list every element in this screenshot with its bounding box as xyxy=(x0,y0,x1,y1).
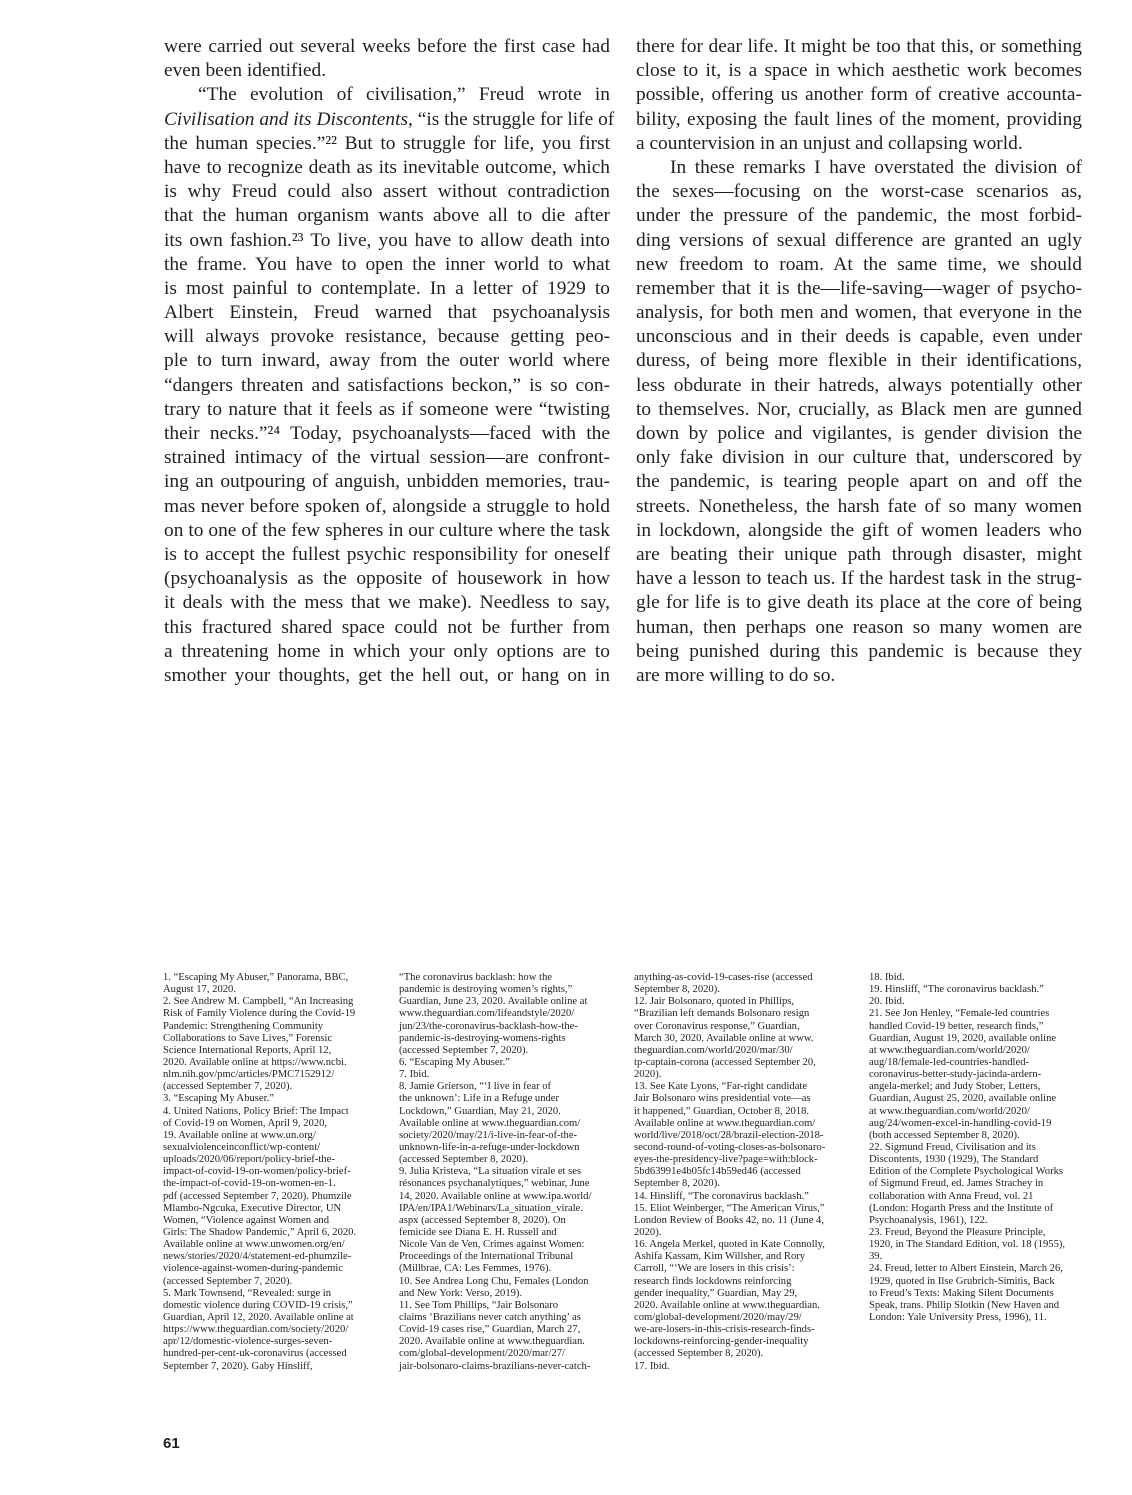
endnote-line: 18. Ibid. xyxy=(869,972,905,983)
endnote-line: aug/18/female-led-countries-handled- xyxy=(869,1056,1030,1068)
endnote-line: Guardian, August 25, 2020, available online xyxy=(869,1093,1057,1105)
endnote-line: 23. Freud, Beyond the Pleasure Principle, xyxy=(869,1226,1046,1238)
endnote-line: eyes-the-presidency-live?page=with:block- xyxy=(634,1154,818,1166)
endnote-line: jair-bolsonaro-claims-brazilians-never-catch- xyxy=(399,1360,591,1372)
body-text-line: on to one of the few spheres in our culture where the task xyxy=(164,519,610,541)
body-text-line: new freedom to roam. At the same time, we should xyxy=(636,253,1082,275)
endnote-line: September 8, 2020). xyxy=(634,1178,720,1190)
body-text-line: is to accept the fullest psychic responsibility for oneself xyxy=(164,543,610,565)
endnote-line: society/2020/may/21/i-live-in-fear-of-the- xyxy=(399,1129,578,1141)
body-text-line: duress, of being more flexible in their identifications, xyxy=(636,350,1082,372)
body-text-line: even been identified. xyxy=(164,60,327,82)
body-text-line: Albert Einstein, Freud warned that psychoanalysis xyxy=(164,302,610,324)
endnote-line: 1929, quoted in Ilse Grubrich-Simitis, Back xyxy=(869,1275,1055,1287)
body-text-line: ding versions of sexual difference are granted an ugly xyxy=(636,229,1082,251)
endnote-line: 1. “Escaping My Abuser,” Panorama, BBC, xyxy=(163,972,349,983)
endnote-line: Guardian, June 23, 2020. Available online at xyxy=(399,996,588,1008)
body-column-right xyxy=(636,35,1082,688)
endnote-line: 2020). xyxy=(634,1226,662,1238)
body-text-line: only fake division in our culture that, underscored by xyxy=(636,447,1082,469)
endnote-line: domestic violence during COVID-19 crisis,” xyxy=(163,1299,353,1311)
endnote-line: theguardian.com/world/2020/mar/30/ xyxy=(634,1044,793,1056)
body-text-line: are more willing to do so. xyxy=(636,664,836,686)
body-text-line: close to it, is a space in which aesthetic work becomes xyxy=(636,60,1082,82)
body-text-line: is why Freud could also assert without contradiction xyxy=(164,181,610,203)
endnote-line: the-impact-of-covid-19-on-women-en-1. xyxy=(163,1178,336,1190)
endnote-line: 2020. Available online at www.theguardian. xyxy=(399,1336,585,1348)
endnote-line: lockdowns-reinforcing-gender-inequality xyxy=(634,1336,809,1348)
body-text-line: it deals with the mess that we make). Needless to say, xyxy=(164,592,610,614)
body-text-line: their necks.”²⁴ Today, psychoanalysts—faced with the xyxy=(164,423,610,444)
endnote-line: aug/24/women-excel-in-handling-covid-19 xyxy=(869,1117,1052,1129)
endnote-line: Psychoanalysis, 1961), 122. xyxy=(869,1214,988,1226)
body-text-line: ing an outpouring of anguish, unbidden memories, trau- xyxy=(164,471,610,493)
endnote-line: 11. See Tom Phillips, “Jair Bolsonaro xyxy=(399,1299,559,1311)
endnote-line: 21. See Jon Henley, “Female-led countries xyxy=(869,1008,1050,1020)
body-text-line: will always provoke resistance, because getting peo- xyxy=(164,326,610,348)
endnote-line: 17. Ibid. xyxy=(634,1360,670,1372)
endnote-line: world/live/2018/oct/28/brazil-election-2018- xyxy=(634,1129,824,1141)
endnote-line: Risk of Family Violence during the Covid-19 xyxy=(163,1008,356,1020)
endnote-line: 1920, in The Standard Edition, vol. 18 (1955), xyxy=(869,1239,1066,1251)
endnote-line: March 30, 2020. Available online at www. xyxy=(634,1032,814,1044)
body-text-line: (psychoanalysis as the opposite of housework in how xyxy=(164,568,610,590)
body-text-line: unconscious and in their deeds is capable, even under xyxy=(636,326,1082,348)
body-text-line: human, then perhaps one reason so many women are xyxy=(636,616,1082,638)
endnote-line: 19. Available online at www.un.org/ xyxy=(163,1129,316,1141)
endnote-line: tp-captain-corona (accessed September 20, xyxy=(634,1056,816,1068)
body-text-line: this fractured shared space could not be further from xyxy=(164,616,610,638)
endnote-line: London Review of Books 42, no. 11 (June 4, xyxy=(634,1214,824,1226)
endnote-line: Available online at www.theguardian.com/ xyxy=(399,1117,581,1129)
endnote-line: résonances psychanalytiques,” webinar, June xyxy=(399,1178,590,1190)
body-text-line: strained intimacy of the virtual session—are confront- xyxy=(164,447,610,469)
body-text-line: Civilisation and its Discontents, “is the struggle for life of xyxy=(164,108,615,130)
endnote-line: 14. Hinsliff, “The coronavirus backlash.” xyxy=(634,1190,809,1202)
endnote-line: collaboration with Anna Freud, vol. 21 xyxy=(869,1190,1034,1202)
body-text-line: “The evolution of civilisation,” Freud wrote in xyxy=(198,84,610,106)
endnote-line: 7. Ibid. xyxy=(399,1069,430,1081)
endnote-line: coronavirus-better-study-jacinda-ardern- xyxy=(869,1069,1042,1081)
endnote-line: anything-as-covid-19-cases-rise (accessed xyxy=(634,972,813,983)
endnote-line: Proceedings of the International Tribunal xyxy=(399,1251,574,1263)
endnote-line: (accessed September 7, 2020). xyxy=(163,1081,293,1093)
body-text-line: mas never before spoken of, alongside a struggle to hold xyxy=(164,495,610,517)
endnote-line: Lockdown,” Guardian, May 21, 2020. xyxy=(399,1105,561,1117)
endnote-line: 2020). xyxy=(634,1069,662,1081)
endnotes-column-1 xyxy=(163,972,381,1373)
endnote-line: news/stories/2020/4/statement-ed-phumzile- xyxy=(163,1251,352,1263)
endnotes-column-3 xyxy=(634,972,852,1373)
body-text-line: is most painful to contemplate. In a letter of 1929 to xyxy=(164,277,610,299)
endnote-line: 12. Jair Bolsonaro, quoted in Phillips, xyxy=(634,996,795,1008)
endnote-line: hundred-per-cent-uk-coronavirus (accessed xyxy=(163,1348,347,1360)
endnote-line: Collaborations to Save Lives,” Forensic xyxy=(163,1032,333,1044)
endnote-line: jun/23/the-coronavirus-backlash-how-the- xyxy=(399,1020,578,1032)
endnote-line: 5bd63991e4b05fc14b59ed46 (accessed xyxy=(634,1166,801,1178)
endnote-line: Science International Reports, April 12, xyxy=(163,1044,332,1056)
endnote-line: to Freud’s Texts: Making Silent Documents xyxy=(869,1287,1054,1299)
body-text-line: “dangers threaten and satisfactions beckon,” is so con- xyxy=(164,374,610,396)
endnote-line: Women, “Violence against Women and xyxy=(163,1214,330,1226)
endnote-line: gender inequality,” Guardian, May 29, xyxy=(634,1287,798,1299)
endnote-line: 24. Freud, letter to Albert Einstein, March 26, xyxy=(869,1263,1063,1275)
endnote-line: Nicole Van de Ven, Crimes against Women: xyxy=(399,1239,585,1251)
endnote-line: angela-merkel; and Judy Stober, Letters, xyxy=(869,1081,1041,1093)
endnote-line: the unknown’: Life in a Refuge under xyxy=(399,1093,560,1105)
endnote-line: Covid-19 cases rise,” Guardian, March 27, xyxy=(399,1324,581,1336)
endnote-line: impact-of-covid-19-on-women/policy-brief- xyxy=(163,1166,351,1178)
endnote-line: sexualviolenceinconflict/wp-content/ xyxy=(163,1141,321,1153)
endnote-line: nlm.nih.gov/pmc/articles/PMC7152912/ xyxy=(163,1069,335,1081)
body-text-line: remember that it is the—life-saving—wager of psycho- xyxy=(636,277,1082,299)
endnote-line: aspx (accessed September 8, 2020). On xyxy=(399,1214,566,1226)
endnote-line: claims ‘Brazilians never catch anything’ as xyxy=(399,1311,581,1323)
endnote-line: 16. Angela Merkel, quoted in Kate Connolly, xyxy=(634,1239,825,1251)
body-text-line: down by police and vigilantes, is gender division the xyxy=(636,423,1082,444)
body-text-line: have a lesson to teach us. If the hardest task in the strug- xyxy=(636,568,1082,590)
endnote-line: September 7, 2020). Gaby Hinsliff, xyxy=(163,1360,313,1372)
endnotes-column-4 xyxy=(869,972,1087,1324)
body-text-line: bility, exposing the fault lines of the moment, providing xyxy=(636,108,1082,130)
body-text-line: less obdurate in their hatreds, always potentially other xyxy=(636,374,1082,396)
body-text-line: the pandemic, is tearing people apart on and off the xyxy=(636,471,1082,493)
endnote-line: pandemic-is-destroying-womens-rights xyxy=(399,1032,566,1044)
endnote-line: and New York: Verso, 2019). xyxy=(399,1287,523,1299)
endnote-line: IPA/en/IPA1/Webinars/La_situation_virale. xyxy=(399,1202,584,1214)
body-text-line: a countervision in an unjust and collapsing world. xyxy=(636,132,1023,154)
body-text-line: being punished during this pandemic is because they xyxy=(636,640,1082,662)
endnote-line: (London: Hogarth Press and the Institute of xyxy=(869,1202,1054,1214)
endnote-line: 5. Mark Townsend, “Revealed: surge in xyxy=(163,1287,332,1299)
endnote-line: 22. Sigmund Freud, Civilisation and its xyxy=(869,1141,1036,1153)
endnote-line: 2020. Available online at https://www.ncbi. xyxy=(163,1056,347,1068)
body-text-line: there for dear life. It might be too that this, or something xyxy=(636,36,1082,57)
endnote-line: Discontents, 1930 (1929), The Standard xyxy=(869,1154,1039,1166)
body-text-line: In these remarks I have overstated the division of xyxy=(670,156,1082,178)
endnote-line: (both accessed September 8, 2020). xyxy=(869,1129,1020,1141)
endnote-line: (accessed September 8, 2020). xyxy=(399,1154,529,1166)
endnote-line: handled Covid-19 better, research finds,” xyxy=(869,1020,1044,1032)
body-text-line: that the human organism wants above all to die after xyxy=(164,205,610,227)
body-text-line: analysis, for both men and women, that everyone in the xyxy=(636,302,1082,324)
body-text-line: streets. Nonetheless, the harsh fate of so many women xyxy=(636,495,1082,517)
endnote-line: Guardian, August 19, 2020, available online xyxy=(869,1032,1057,1044)
endnote-line: 3. “Escaping My Abuser.” xyxy=(163,1093,274,1105)
endnote-line: 20. Ibid. xyxy=(869,996,905,1008)
endnotes-column-2 xyxy=(399,972,617,1373)
endnote-line: 13. See Kate Lyons, “Far-right candidate xyxy=(634,1081,808,1093)
endnote-line: of Sigmund Freud, ed. James Strachey in xyxy=(869,1178,1044,1190)
endnote-line: 4. United Nations, Policy Brief: The Impact xyxy=(163,1105,349,1117)
endnote-line: 10. See Andrea Long Chu, Females (London xyxy=(399,1275,589,1287)
body-text-line: have to recognize death as its inevitable outcome, which xyxy=(164,156,610,178)
endnote-line: Pandemic: Strengthening Community xyxy=(163,1020,324,1032)
endnote-line: Ashifa Kassam, Kim Willsher, and Rory xyxy=(634,1251,806,1263)
body-text-line: possible, offering us another form of creative accounta- xyxy=(636,84,1082,106)
endnote-line: (Millbrae, CA: Les Femmes, 1976). xyxy=(399,1263,552,1275)
endnote-line: of Covid-19 on Women, April 9, 2020, xyxy=(163,1117,328,1129)
endnote-line: “Brazilian left demands Bolsonaro resign xyxy=(634,1008,810,1020)
endnote-line: 2020. Available online at www.theguardian. xyxy=(634,1299,820,1311)
endnote-line: over Coronavirus response,” Guardian, xyxy=(634,1020,800,1032)
endnote-line: (accessed September 8, 2020). xyxy=(634,1348,764,1360)
endnote-line: com/global-development/2020/may/29/ xyxy=(634,1311,802,1323)
body-text-line: ple to turn inward, away from the outer world where xyxy=(164,350,610,372)
endnote-line: uploads/2020/06/report/policy-brief-the- xyxy=(163,1154,335,1166)
endnote-line: Guardian, April 12, 2020. Available online at xyxy=(163,1311,354,1323)
endnote-line: September 8, 2020). xyxy=(634,984,720,996)
endnote-line: at www.theguardian.com/world/2020/ xyxy=(869,1044,1030,1056)
page-number: 61 xyxy=(163,1435,180,1452)
endnote-line: 9. Julia Kristeva, “La situation virale et ses xyxy=(399,1166,582,1178)
body-text-line: were carried out several weeks before the first case had xyxy=(164,36,610,57)
body-text-line: smother your thoughts, get the hell out, or hang on in xyxy=(164,664,610,686)
endnote-line: second-round-of-voting-closes-as-bolsonaro- xyxy=(634,1141,826,1153)
body-text-line: gle for life is to give death its place at the core of being xyxy=(636,592,1082,614)
body-text-line: its own fashion.²³ To live, you have to allow death into xyxy=(164,229,610,251)
endnote-line: 6. “Escaping My Abuser.” xyxy=(399,1056,510,1068)
endnote-line: https://www.theguardian.com/society/2020/ xyxy=(163,1324,349,1336)
endnote-line: Speak, trans. Philip Slotkin (New Haven and xyxy=(869,1299,1060,1311)
endnote-line: 14, 2020. Available online at www.ipa.world/ xyxy=(399,1190,592,1202)
endnote-line: apr/12/domestic-violence-surges-seven- xyxy=(163,1336,333,1348)
body-text-line: in lockdown, alongside the gift of women leaders who xyxy=(636,519,1082,541)
endnote-line: Edition of the Complete Psychological Works xyxy=(869,1166,1064,1178)
endnote-line: 15. Eliot Weinberger, “The American Virus,” xyxy=(634,1202,825,1214)
endnote-line: Carroll, “‘We are losers in this crisis’: xyxy=(634,1263,795,1275)
endnote-line: femicide see Diana E. H. Russell and xyxy=(399,1226,557,1238)
body-text-line: to themselves. Nor, crucially, as Black men are gunned xyxy=(636,398,1082,420)
body-text-line: under the pressure of the pandemic, the most forbid- xyxy=(636,205,1082,227)
endnote-line: at www.theguardian.com/world/2020/ xyxy=(869,1105,1030,1117)
endnote-line: Jair Bolsonaro wins presidential vote—as xyxy=(634,1093,811,1105)
body-text-line: the sexes—focusing on the worst-case scenarios as, xyxy=(636,181,1082,203)
endnote-line: com/global-development/2020/mar/27/ xyxy=(399,1348,565,1360)
body-text-line: are beating their unique path through disaster, might xyxy=(636,543,1082,565)
endnote-line: August 17, 2020. xyxy=(163,984,236,996)
endnote-line: we-are-losers-in-this-crisis-research-finds- xyxy=(634,1324,815,1336)
body-text-line: the human species.”²² But to struggle for life, you first xyxy=(164,132,610,154)
body-text-line: trary to nature that it feels as if someone were “twisting xyxy=(164,398,610,420)
body-column-left xyxy=(164,35,615,688)
endnote-line: Girls: The Shadow Pandemic,” April 6, 2020. xyxy=(163,1226,357,1238)
endnote-line: (accessed September 7, 2020). xyxy=(163,1275,293,1287)
endnote-line: Available online at www.theguardian.com/ xyxy=(634,1117,816,1129)
endnote-line: research finds lockdowns reinforcing xyxy=(634,1275,792,1287)
endnote-line: (accessed September 7, 2020). xyxy=(399,1044,529,1056)
endnote-line: violence-against-women-during-pandemic xyxy=(163,1263,344,1275)
endnote-line: 2. See Andrew M. Campbell, “An Increasing xyxy=(163,996,354,1008)
endnote-line: pdf (accessed September 7, 2020). Phumzile xyxy=(163,1190,352,1202)
endnote-line: 19. Hinsliff, “The coronavirus backlash.” xyxy=(869,984,1044,996)
endnote-line: Available online at www.unwomen.org/en/ xyxy=(163,1239,345,1251)
body-text-line: a threatening home in which your only options are to xyxy=(164,640,610,662)
endnote-line: 39. xyxy=(869,1251,883,1263)
endnote-line: unknown-life-in-a-refuge-under-lockdown xyxy=(399,1141,580,1153)
endnote-line: www.theguardian.com/lifeandstyle/2020/ xyxy=(399,1008,575,1020)
endnote-line: “The coronavirus backlash: how the xyxy=(399,972,552,983)
endnote-line: it happened,” Guardian, October 8, 2018. xyxy=(634,1105,810,1117)
body-text-line: the frame. You have to open the inner world to what xyxy=(164,253,610,275)
endnote-line: Mlambo-Ngcuka, Executive Director, UN xyxy=(163,1202,342,1214)
endnote-line: pandemic is destroying women’s rights,” xyxy=(399,984,573,996)
endnote-line: London: Yale University Press, 1996), 11. xyxy=(869,1311,1047,1323)
endnote-line: 8. Jamie Grierson, “‘I live in fear of xyxy=(399,1081,552,1093)
